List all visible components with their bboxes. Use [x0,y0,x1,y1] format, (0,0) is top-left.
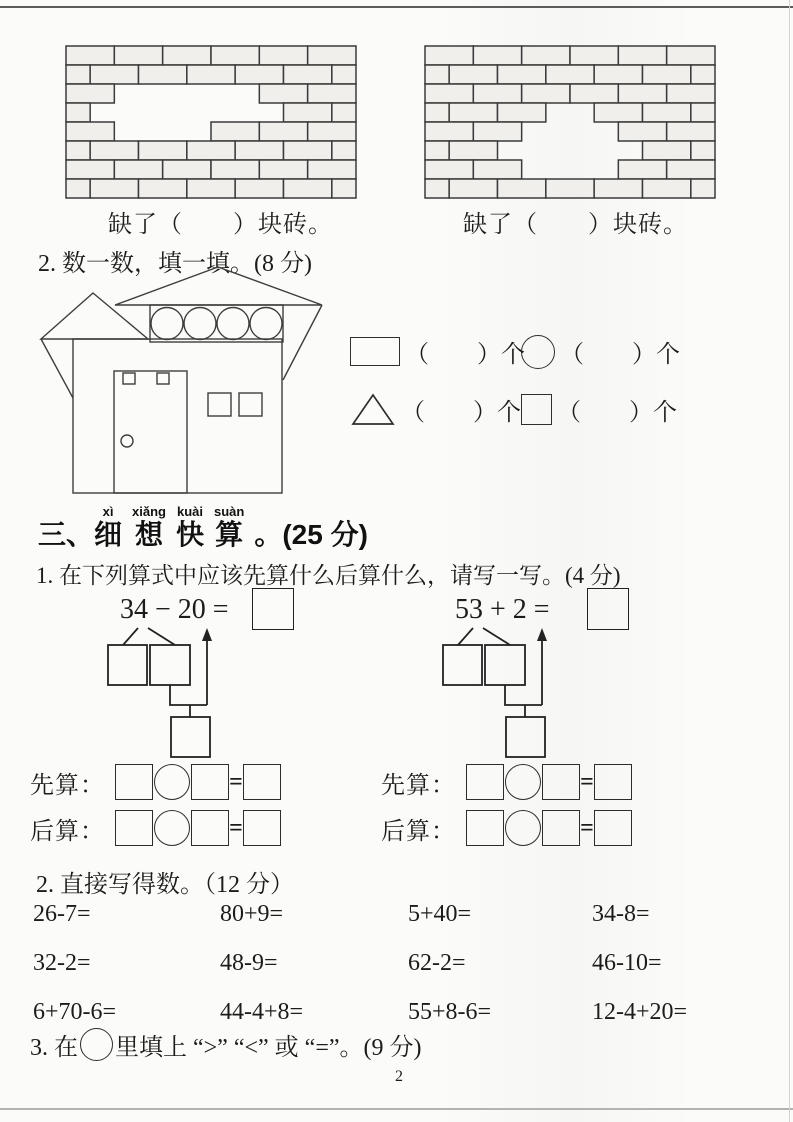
second-calc-row-left [30,810,281,846]
brick [211,122,259,141]
brick [546,65,594,84]
operator-circle [154,764,190,800]
brick [570,46,618,65]
house-left-eave [41,339,73,398]
arith-problem: 44-4+8= [220,999,304,1025]
answer-box [587,588,629,630]
brick [643,65,691,84]
brick [425,141,449,160]
blank-box [542,764,580,800]
brick [114,46,162,65]
first-calc-row-left [30,764,281,800]
brick [90,65,138,84]
first-calc-row-right [381,764,632,800]
brick [332,179,356,198]
brick [473,160,521,179]
pinyin: suàn [214,504,245,519]
brick [594,65,642,84]
page-top-border [0,6,793,8]
section-suffix: 。(25 分) [254,519,368,550]
count-blank-label: （ ）个 [557,400,677,426]
second-calc-label: 后算： [381,818,456,845]
q3-prefix: 3. 在 [30,1035,78,1061]
count-item-square [521,392,677,427]
brick [425,84,473,103]
arith-problem: 32-2= [33,950,91,976]
second-calc-label: 后算： [30,818,105,845]
count-question-title: 2. 数一数，填一填。(8 分) [38,251,312,277]
blank-box [243,764,281,800]
brick [498,65,546,84]
brick [332,103,356,122]
pinyin: xiǎng [132,504,166,519]
brick [66,160,114,179]
brick [425,46,473,65]
house-left-triangle [41,293,148,339]
brick [425,103,449,122]
brick [643,103,691,122]
brick [473,84,521,103]
count-item-triangle [350,392,521,427]
brick [449,141,497,160]
brick [498,103,546,122]
house-window [239,393,262,416]
count-blank-label: （ ）个 [405,342,525,368]
header-char: 细 [94,519,123,550]
arith-problem: 26-7= [33,901,91,927]
brick [522,46,570,65]
brick [618,84,666,103]
brick [259,122,307,141]
header-char: 快 [176,519,205,550]
arith-problem: 46-10= [592,950,662,976]
arrow-head [202,628,212,641]
brick [284,65,332,84]
operator-circle [505,810,541,846]
brick [308,160,356,179]
arrow-head [537,628,547,641]
brick [618,122,666,141]
decomposition-diagram-left [90,590,306,766]
count-item-rectangle [350,334,525,369]
equals-sign: = [229,815,243,841]
pinyin: kuài [177,504,204,519]
page-number: 2 [395,1068,403,1085]
arith-problem: 48-9= [220,950,278,976]
brick [259,84,307,103]
circle-shape [521,335,555,369]
q1-title: 1. 在下列算式中应该先算什么后算什么，请写一写。(4 分) [36,563,621,588]
house-window [208,393,231,416]
brick [691,65,715,84]
arith-problem: 6+70-6= [33,999,117,1025]
page-bottom-border [0,1108,793,1110]
decomposition-lines [425,626,635,766]
part-box [443,645,482,685]
wall-caption-left: 缺了（ ）块砖。 [108,212,333,238]
brick [139,141,187,160]
brick [594,179,642,198]
arith-problem: 80+9= [220,901,284,927]
house-right-eave [283,305,322,380]
brick [163,46,211,65]
brick [425,65,449,84]
blank-box [243,810,281,846]
brick [425,160,473,179]
brick [308,84,356,103]
house-drawing [20,260,350,505]
count-blank-label: （ ）个 [560,342,680,368]
blank-box [115,810,153,846]
arith-problem: 34-8= [592,901,650,927]
brick [618,46,666,65]
brick [284,103,332,122]
brick-wall-diagram-left [65,45,357,199]
frieze-circle [250,308,282,340]
brick [425,179,449,198]
brick [498,179,546,198]
blank-box [542,810,580,846]
brick [139,179,187,198]
brick [211,160,259,179]
second-calc-row-right [381,810,632,846]
decomposition-diagram-right [425,590,641,766]
brick [473,46,521,65]
q3-title-line [30,1027,422,1062]
brick [522,84,570,103]
brick [90,141,138,160]
brick [425,122,473,141]
brick [332,141,356,160]
comparison-circle [80,1028,113,1061]
brick [691,179,715,198]
answer-box [252,588,294,630]
count-item-circle [521,334,680,369]
brick [449,103,497,122]
brick [259,46,307,65]
header-word [94,505,122,549]
equals-sign: = [580,769,594,795]
rectangle-shape [350,337,400,366]
brick [235,179,283,198]
door-square [157,373,169,384]
part-box [108,645,147,685]
header-char: 想 [135,519,164,550]
brick [235,65,283,84]
blank-box [466,810,504,846]
brick [643,179,691,198]
brick [643,141,691,160]
brick [163,160,211,179]
result-box [506,717,545,757]
pinyin: xì [102,504,114,519]
brick [66,122,114,141]
q2-title: 2. 直接写得数。（12 分） [36,872,294,898]
equals-sign: = [229,769,243,795]
door-square [123,373,135,384]
count-blank-label: （ ）个 [401,400,521,426]
brick [66,179,90,198]
section-three-header [38,505,368,549]
arith-problem: 5+40= [408,901,472,927]
brick [66,84,114,103]
part-box [485,645,525,685]
brick [332,65,356,84]
operator-circle [154,810,190,846]
brick [187,65,235,84]
brick [284,141,332,160]
equals-sign: = [580,815,594,841]
brick [284,179,332,198]
brick [618,160,666,179]
brick [66,65,90,84]
brick [308,122,356,141]
q3-suffix: 里填上 “>” “<” 或 “=”。(9 分) [115,1035,422,1061]
section-prefix: 三、 [38,519,95,550]
brick [187,179,235,198]
header-char: 算 [215,519,244,550]
result-box [171,717,210,757]
triangle-shape [350,393,396,427]
brick [66,103,90,122]
brick [235,141,283,160]
blank-box [115,764,153,800]
arith-problem: 55+8-6= [408,999,492,1025]
blank-box [191,764,229,800]
brick [308,46,356,65]
brick-wall-diagram-right [424,45,716,199]
brick [691,103,715,122]
frieze-circle [151,308,183,340]
blank-box [466,764,504,800]
first-calc-label: 先算： [30,772,105,799]
house-roof-triangle [115,267,322,305]
brick [667,84,715,103]
brick [66,141,90,160]
expression: 53 + 2 = [455,594,550,625]
brick [667,160,715,179]
arithmetic-grid [33,901,752,1026]
blank-box [191,810,229,846]
expression: 34 − 20 = [120,594,229,625]
brick [449,65,497,84]
arith-problem: 62-2= [408,950,466,976]
house-door-rect [114,371,187,493]
frieze-circle [217,308,249,340]
square-shape [521,394,552,425]
header-word [214,505,244,549]
brick [546,179,594,198]
brick [449,179,497,198]
brick [211,46,259,65]
part-box [150,645,190,685]
page-right-border [789,0,790,1122]
brick [594,103,642,122]
blank-box [594,810,632,846]
first-calc-label: 先算： [381,772,456,799]
brick [259,160,307,179]
header-word [176,505,204,549]
brick [66,46,114,65]
brick [570,84,618,103]
brick [90,179,138,198]
decomposition-lines [90,626,300,766]
door-knob-circle [121,435,133,447]
brick [139,65,187,84]
brick [667,46,715,65]
wall-caption-right: 缺了（ ）块砖。 [463,212,688,238]
arith-problem: 12-4+20= [592,999,688,1025]
header-word [132,505,166,549]
frieze-circle [184,308,216,340]
blank-box [594,764,632,800]
brick [691,141,715,160]
brick [187,141,235,160]
brick [667,122,715,141]
operator-circle [505,764,541,800]
brick [114,160,162,179]
brick [473,122,521,141]
